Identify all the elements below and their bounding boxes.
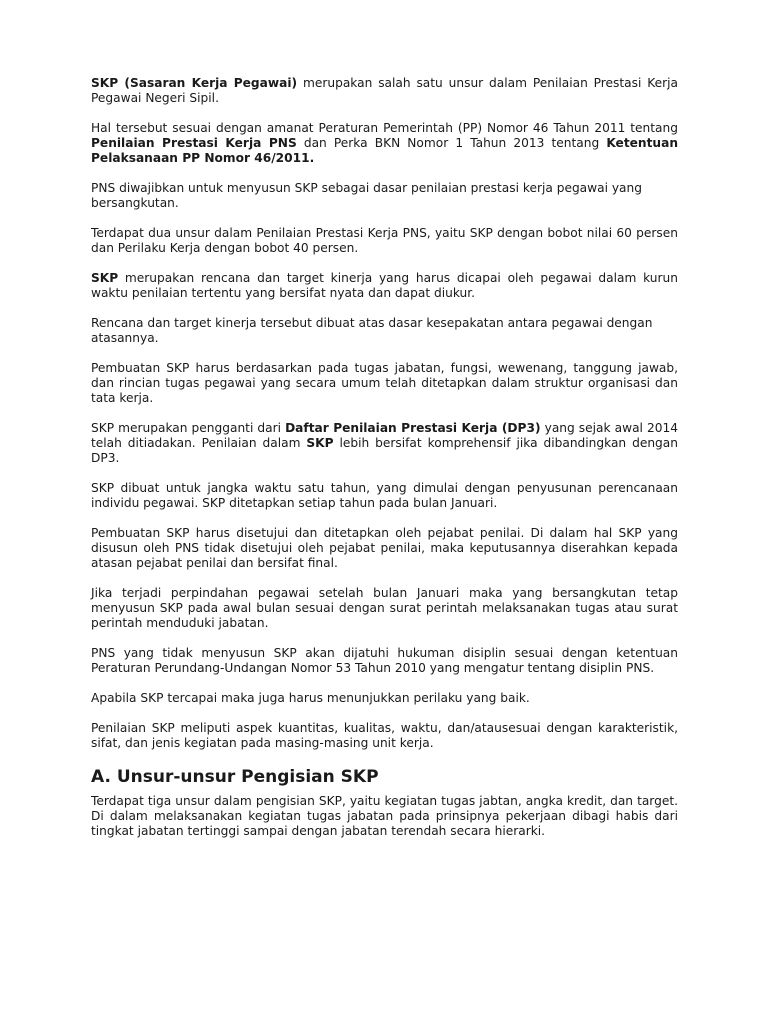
paragraph-behavior: Apabila SKP tercapai maka juga harus menunjukkan perilaku yang baik. — [91, 691, 530, 705]
paragraph-annual-period: SKP dibuat untuk jangka waktu satu tahun, yang dimulai dengan penyusunan perencanaan individu pegawai. SKP ditetapkan setiap tahun pada bulan Januari. — [91, 481, 678, 510]
paragraph-skp-plan — [91, 271, 678, 301]
bold-term: Penilaian Prestasi Kerja PNS — [91, 136, 297, 150]
paragraph-sanction: PNS yang tidak menyusun SKP akan dijatuhi hukuman disiplin sesuai dengan ketentuan Peraturan Perundang-Undangan Nomor 53 Tahun 2010 yang mengatur tentang disiplin PNS. — [91, 646, 678, 675]
paragraph-text: dan Perka BKN Nomor 1 Tahun 2013 tentang — [296, 136, 607, 150]
paragraph-two-elements: Terdapat dua unsur dalam Penilaian Prestasi Kerja PNS, yaitu SKP dengan bobot nilai 60 persen dan Perilaku Kerja dengan bobot 40 persen. — [91, 226, 678, 255]
paragraph-three-elements: Terdapat tiga unsur dalam pengisian SKP, yaitu kegiatan tugas jabtan, angka kredit, dan target. Di dalam melaksanakan kegiatan tugas jabatan pada prinsipnya pekerjaan dibagi habis dari tingkat jabatan tertinggi sampai dengan jabatan terendah secara hierarki. — [91, 794, 678, 838]
section-heading: A. Unsur-unsur Pengisian SKP — [91, 767, 379, 787]
bold-term: Ketentuan Pelaksanaan PP Nomor 46/2011. — [91, 136, 678, 165]
paragraph-text: merupakan rencana dan target kinerja yang harus dicapai oleh pegawai dalam kurun waktu penilaian tertentu yang bersifat nyata dan dapat diukur. — [91, 271, 678, 300]
bold-term: SKP — [91, 271, 119, 285]
document-page — [91, 76, 678, 854]
paragraph-text: Hal tersebut sesuai dengan amanat Peraturan Pemerintah (PP) Nomor 46 Tahun 2011 tentang — [91, 121, 678, 135]
paragraph-text: SKP merupakan pengganti dari — [91, 421, 286, 435]
bold-term: SKP (Sasaran Kerja Pegawai) — [91, 76, 298, 90]
paragraph-dp3-replacement — [91, 421, 678, 466]
paragraph-text: yang sejak awal 2014 telah ditiadakan. Penilaian dalam — [91, 421, 678, 450]
paragraph-text: merupakan salah satu unsur dalam Penilaian Prestasi Kerja Pegawai Negeri Sipil. — [91, 76, 678, 105]
paragraph-agreement: Rencana dan target kinerja tersebut dibuat atas dasar kesepakatan antara pegawai dengan atasannya. — [91, 316, 653, 345]
bold-term: Daftar Penilaian Prestasi Kerja (DP3) — [285, 421, 541, 435]
paragraph-text: lebih bersifat komprehensif jika dibandingkan dengan DP3. — [91, 436, 678, 465]
paragraph-approval: Pembuatan SKP harus disetujui dan ditetapkan oleh pejabat penilai. Di dalam hal SKP yang disusun oleh PNS tidak disetujui oleh pejabat penilai, maka keputusannya diserahkan kepada atasan pejabat penilai dan bersifat final. — [91, 526, 678, 570]
paragraph-obligation: PNS diwajibkan untuk menyusun SKP sebagai dasar penilaian prestasi kerja pegawai yang bersangkutan. — [91, 181, 642, 210]
paragraph-transfer: Jika terjadi perpindahan pegawai setelah bulan Januari maka yang bersangkutan tetap menyusun SKP pada awal bulan sesuai dengan surat perintah melaksanakan tugas atau surat perintah menduduki jabatan. — [91, 586, 678, 630]
paragraph-skp-definition — [91, 76, 678, 106]
paragraph-legal-basis — [91, 121, 678, 166]
bold-term: SKP — [306, 436, 334, 450]
paragraph-aspects: Penilaian SKP meliputi aspek kuantitas, kualitas, waktu, dan/atausesuai dengan karakteristik, sifat, dan jenis kegiatan pada masing-masing unit kerja. — [91, 721, 678, 750]
paragraph-basis-tasks: Pembuatan SKP harus berdasarkan pada tugas jabatan, fungsi, wewenang, tanggung jawab, dan rincian tugas pegawai yang secara umum telah ditetapkan dalam struktur organisasi dan tata kerja. — [91, 361, 678, 405]
